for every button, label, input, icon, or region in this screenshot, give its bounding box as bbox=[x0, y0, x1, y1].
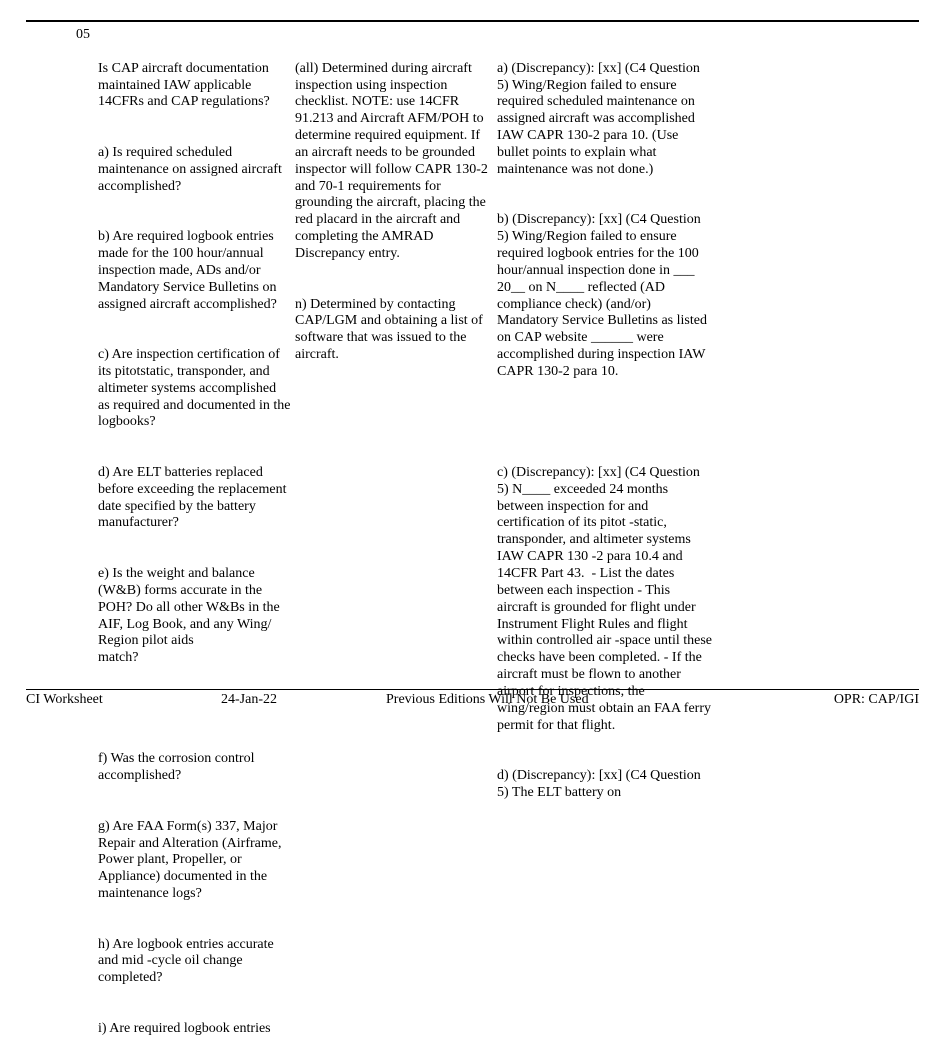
item-number: 05 bbox=[76, 27, 90, 42]
footer-opr: OPR: CAP/IGI bbox=[833, 692, 919, 707]
question-f: f) Was the corrosion control accomplished? bbox=[98, 751, 258, 784]
top-rule bbox=[26, 20, 919, 22]
question-h: h) Are logbook entries accurate and mid -cycle oil change completed? bbox=[98, 936, 278, 986]
discrepancy-d: d) (Discrepancy): [xx] (C4 Question 5) The ELT battery on bbox=[497, 768, 705, 800]
discrepancy-spacer bbox=[497, 414, 712, 431]
question-a: a) Is required scheduled maintenance on assigned aircraft accomplished? bbox=[98, 144, 286, 194]
question-main: Is CAP aircraft documentation maintained IAW applicable 14CFRs and CAP regulations? bbox=[98, 60, 273, 110]
question-c: c) Are inspection certification of its pitotstatic, transponder, and altimeter systems accomplished as required and documented in the logbooks? bbox=[98, 347, 294, 430]
guidance-all: (all) Determined during aircraft inspection using inspection checklist. NOTE: use 14CFR 91.213 and Aircraft AFM/POH to determine required equipment. If an aircraft needs to be grounded inspector will follow CAPR 130-2 and 70-1 requirements for grounding the aircraft, placing the red placard in the aircraft and completing the AMRAD Discrepancy entry. bbox=[295, 60, 492, 261]
discrepancy-a: a) (Discrepancy): [xx] (C4 Question 5) Wing/Region failed to ensure required scheduled maintenance on assigned aircraft was accomplished IAW CAPR 130-2 para 10. (Use bullet points to explain what maintenance was not done.) bbox=[497, 60, 704, 177]
guidance-n: n) Determined by contacting CAP/LGM and obtaining a list of software that was issued to the aircraft. bbox=[295, 296, 487, 363]
question-g: g) Are FAA Form(s) 337, Major Repair and Alteration (Airframe, Power plant, Propeller, or Appliance) documented in the maintenance logs? bbox=[98, 818, 285, 902]
question-i: i) Are required logbook entries bbox=[98, 1020, 271, 1036]
footer-form-name: CI Worksheet bbox=[26, 692, 103, 707]
footer-rule bbox=[26, 689, 919, 690]
footer-date: 24-Jan-22 bbox=[221, 692, 277, 707]
question-d: d) Are ELT batteries replaced before exceeding the replacement date specified by the battery manufacturer? bbox=[98, 464, 291, 531]
question-e: e) Is the weight and balance (W&B) forms accurate in the POH? Do all other W&Bs in the AIF, Log Book, and any Wing/ Region pilot aids match? bbox=[98, 566, 280, 666]
discrepancy-b: b) (Discrepancy): [xx] (C4 Question 5) Wing/Region failed to ensure required logbook entries for the 100 hour/annual inspection done in ___ 20__ on N____ reflected (AD compliance check) (and/or) Mandatory Service Bulletins as listed on CAP website ______ were accomplished during inspection IAW CAPR 130-2 para 10. bbox=[497, 212, 711, 379]
question-b: b) Are required logbook entries made for the 100 hour/annual inspection made, ADs and/or Mandatory Service Bulletins on assigned aircraft accomplished? bbox=[98, 229, 280, 312]
guidance-column bbox=[295, 27, 493, 381]
question-column bbox=[98, 27, 294, 1054]
discrepancy-c: c) (Discrepancy): [xx] (C4 Question 5) N____ exceeded 24 months between inspection for and certification of its pitot -static, transponder, and altimeter systems IAW CAPR 130 -2 para 10.4 and 14CFR Part 43. - List the dates between each inspection - This aircraft is grounded for flight under Instrument Flight Rules and flight within controlled air -space until these checks have been completed. - If the aircraft must be flown to another airport for inspections, the wing/region must obtain an FAA ferry permit for that flight. bbox=[497, 464, 716, 733]
footer-notice: Previous Editions Will Not Be Used bbox=[386, 692, 589, 707]
